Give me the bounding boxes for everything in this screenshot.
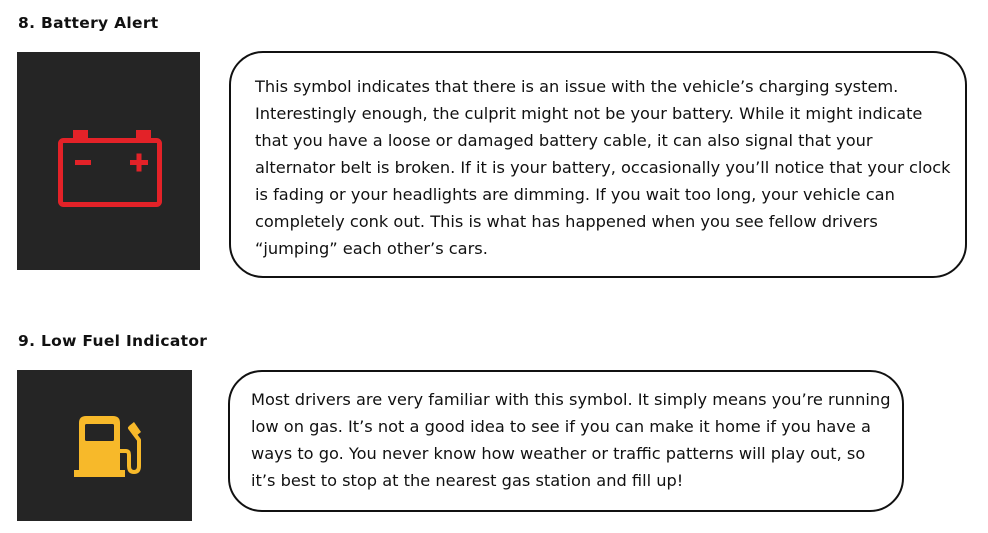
battery-alert-description: This symbol indicates that there is an issue with the vehicle’s charging system. Interestingly enough, the culprit might not be your battery. While it might indicate that you have a loose or damaged battery cable, it can also signal that your alternator belt is broken. If it is your battery, occasionally you’ll notice that your clock is fading or your headlights are dimming. If you wait too long, your vehicle can completely conk out. This is what has happened when you see fellow drivers “jumping” each other’s cars. xyxy=(255,77,951,258)
low-fuel-icon-panel xyxy=(17,370,192,521)
battery-alert-icon-panel xyxy=(17,52,200,270)
battery-alert-description-box xyxy=(229,51,967,278)
low-fuel-description-box xyxy=(228,370,904,512)
low-fuel-description: Most drivers are very familiar with this symbol. It simply means you’re running low on gas. It’s not a good idea to see if you can make it home if you have a ways to go. You never know how weather or traffic patterns will play out, so it’s best to stop at the nearest gas station and fill up! xyxy=(251,390,891,490)
battery-icon xyxy=(17,52,200,270)
battery-alert-heading: 8. Battery Alert xyxy=(18,14,159,32)
low-fuel-heading: 9. Low Fuel Indicator xyxy=(18,332,208,350)
fuel-pump-icon xyxy=(17,370,192,521)
